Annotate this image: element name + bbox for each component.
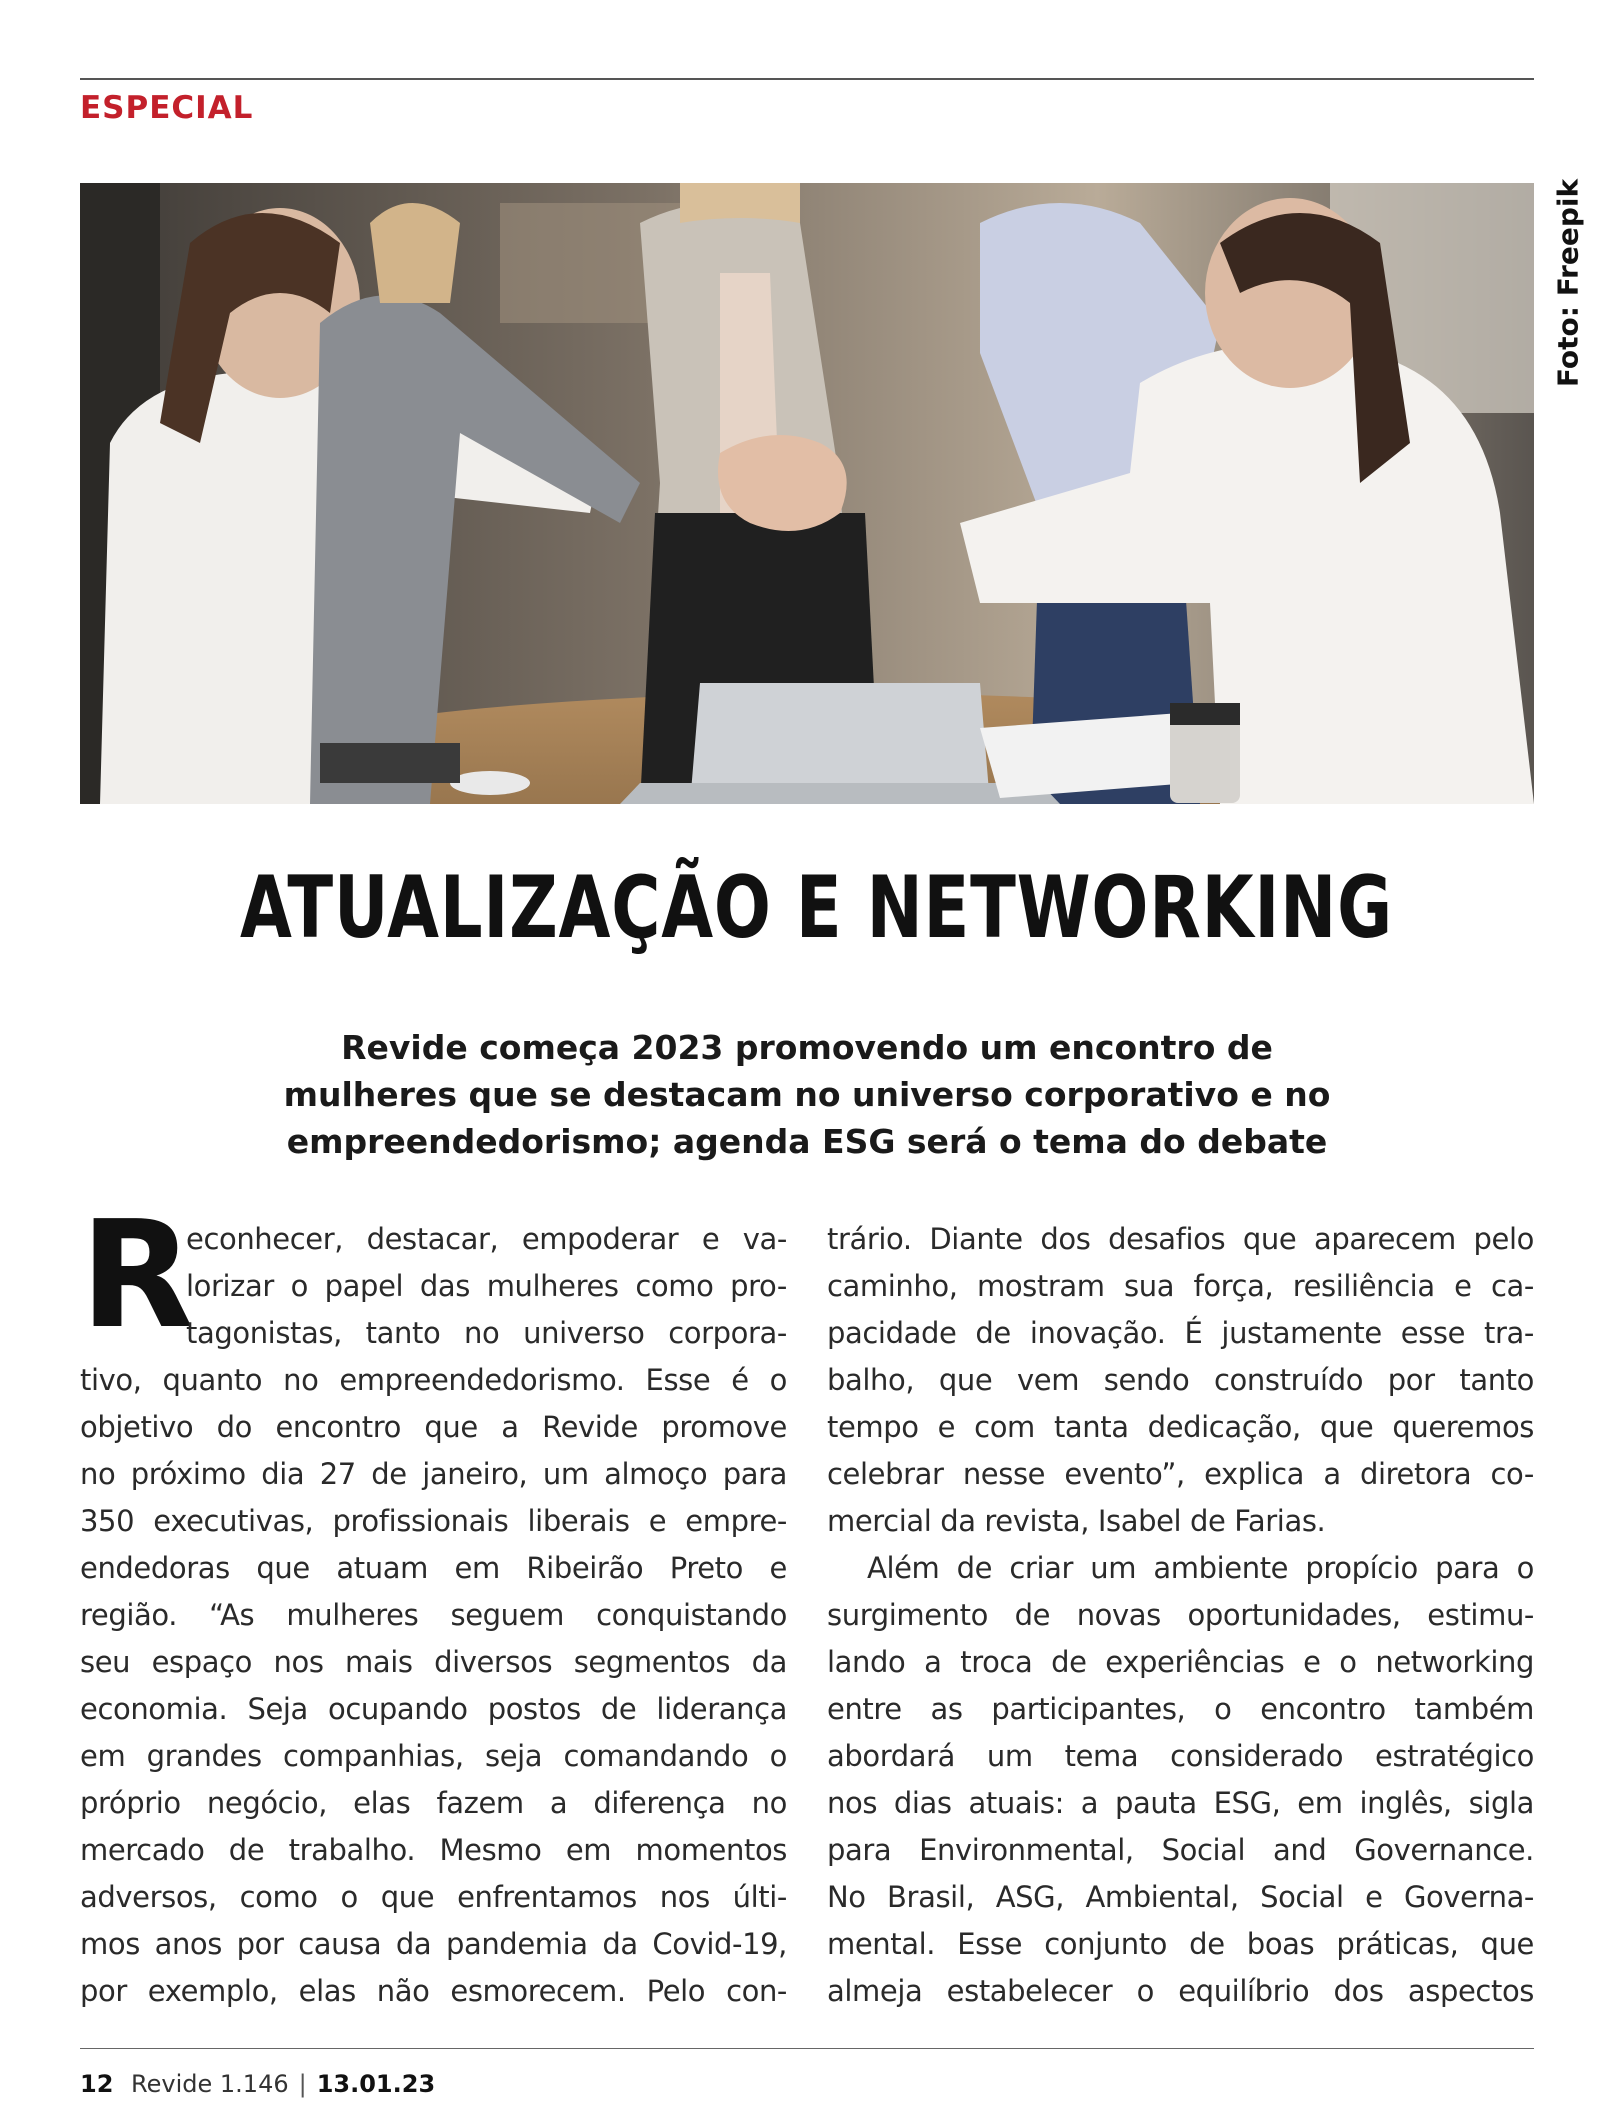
- body-line: tivo, quanto no empreendedorismo. Esse é o: [80, 1363, 787, 1397]
- footer-separator: |: [298, 2070, 307, 2098]
- body-line: celebrar nesse evento”, explica a diretora co-: [827, 1457, 1534, 1491]
- page-number: 12: [80, 2070, 114, 2098]
- hero-photo-illustration: [80, 183, 1534, 804]
- body-line: tempo e com tanta dedicação, que queremos: [827, 1410, 1534, 1444]
- body-line: região. “As mulheres seguem conquistando: [80, 1598, 787, 1632]
- body-line: No Brasil, ASG, Ambiental, Social e Governa-: [827, 1880, 1534, 1914]
- body-line: endedoras que atuam em Ribeirão Preto e: [80, 1551, 787, 1585]
- issue-date: 13.01.23: [316, 2070, 436, 2098]
- body-line: lando a troca de experiências e o networking: [827, 1645, 1534, 1679]
- body-line: mos anos por causa da pandemia da Covid-19,: [80, 1927, 787, 1961]
- hero-photo: [80, 183, 1534, 804]
- top-rule: [80, 78, 1534, 80]
- body-line: econhecer, destacar, empoderar e va-: [186, 1222, 787, 1256]
- body-line: para Environmental, Social and Governance.: [827, 1833, 1534, 1867]
- body-line: abordará um tema considerado estratégico: [827, 1739, 1534, 1773]
- body-line: mental. Esse conjunto de boas práticas, que: [827, 1927, 1534, 1961]
- body-line: próprio negócio, elas fazem a diferença no: [80, 1786, 787, 1820]
- page-footer: [80, 2070, 435, 2098]
- photo-credit-text: Foto: Freepik: [1551, 178, 1585, 388]
- body-line: lorizar o papel das mulheres como pro-: [186, 1269, 787, 1303]
- body-line: em grandes companhias, seja comandando o: [80, 1739, 787, 1773]
- body-line: seu espaço nos mais diversos segmentos da: [80, 1645, 787, 1679]
- body-line: surgimento de novas oportunidades, estimu-: [827, 1598, 1534, 1632]
- body-line: mercado de trabalho. Mesmo em momentos: [80, 1833, 787, 1867]
- standfirst-line: Revide começa 2023 promovendo um encontro de: [341, 1028, 1273, 1067]
- body-line: por exemplo, elas não esmorecem. Pelo con-: [80, 1974, 787, 2008]
- body-line: 350 executivas, profissionais liberais e empre-: [80, 1504, 787, 1538]
- body-line: no próximo dia 27 de janeiro, um almoço para: [80, 1457, 787, 1491]
- section-label: ESPECIAL: [80, 90, 254, 126]
- body-line: balho, que vem sendo construído por tanto: [827, 1363, 1534, 1397]
- body-line: pacidade de inovação. É justamente esse tra-: [827, 1316, 1534, 1350]
- standfirst: [250, 1024, 1364, 1165]
- photo-credit: [1548, 178, 1588, 388]
- standfirst-line: empreendedorismo; agenda ESG será o tema do debate: [286, 1122, 1328, 1161]
- body-line: nos dias atuais: a pauta ESG, em inglês, sigla: [827, 1786, 1534, 1820]
- headline: ATUALIZAÇÃO E NETWORKING: [239, 858, 1393, 958]
- body-column-right: [827, 1216, 1534, 2015]
- body-line: caminho, mostram sua força, resiliência e ca-: [827, 1269, 1534, 1303]
- magazine-issue: Revide 1.146: [131, 2070, 289, 2098]
- body-line: Além de criar um ambiente propício para o: [867, 1551, 1534, 1585]
- body-line: economia. Seja ocupando postos de liderança: [80, 1692, 787, 1726]
- bottom-rule: [80, 2048, 1534, 2049]
- standfirst-line: mulheres que se destacam no universo corporativo e no: [283, 1075, 1331, 1114]
- body-line: trário. Diante dos desafios que aparecem pelo: [827, 1222, 1534, 1256]
- body-column-left: [80, 1189, 787, 2015]
- body-line: mercial da revista, Isabel de Farias.: [827, 1504, 1326, 1538]
- body-line: tagonistas, tanto no universo corpora-: [186, 1316, 787, 1350]
- body-line: adversos, como o que enfrentamos nos últi-: [80, 1880, 787, 1914]
- body-line: objetivo do encontro que a Revide promove: [80, 1410, 787, 1444]
- body-line: entre as participantes, o encontro também: [827, 1692, 1534, 1726]
- dropcap: R: [80, 1189, 194, 1361]
- body-line: almeja estabelecer o equilíbrio dos aspectos: [827, 1974, 1534, 2008]
